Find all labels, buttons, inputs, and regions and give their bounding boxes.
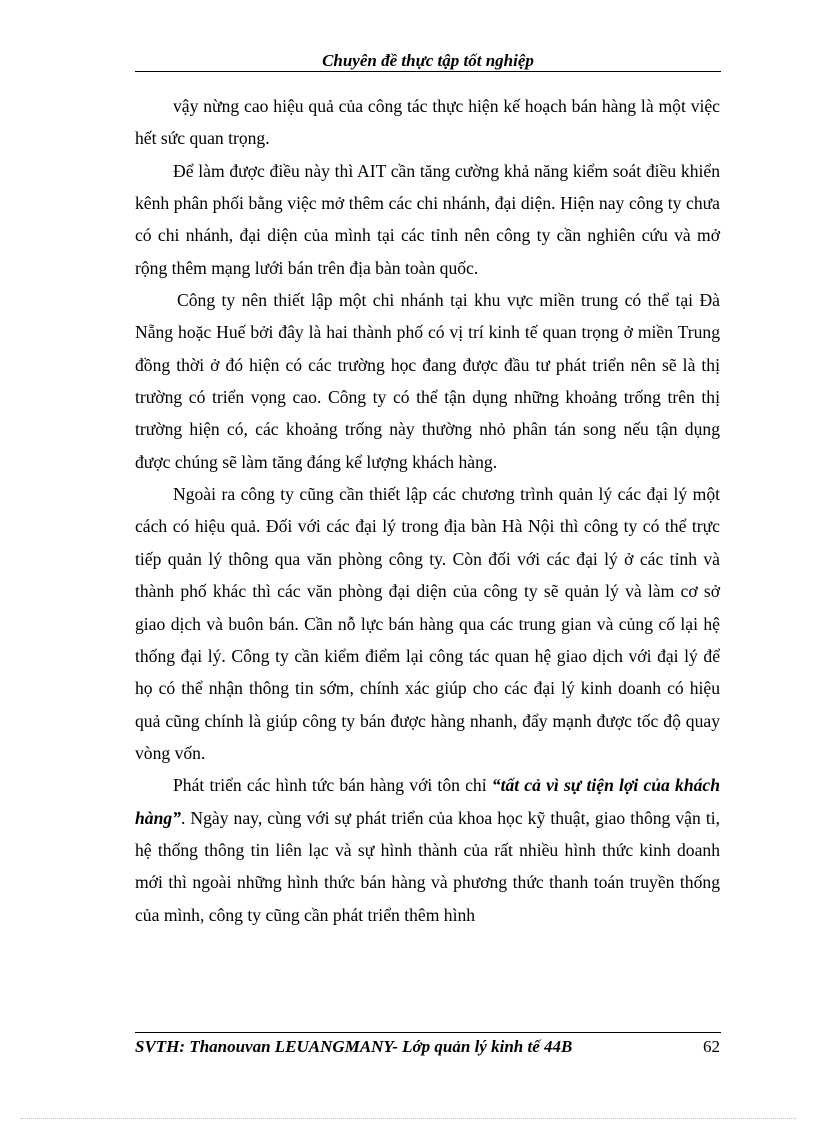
footer-author-line: SVTH: Thanouvan LEUANGMANY- Lớp quản lý kinh tế 44B xyxy=(135,1037,573,1056)
page-header-title: Chuyên đề thực tập tốt nghiệp xyxy=(322,51,534,70)
page-bottom-border xyxy=(20,1118,796,1119)
motto-emphasis: “tất cả vì sự tiện lợi của khách hàng” xyxy=(135,775,720,828)
paragraph-3: Công ty nên thiết lập một chi nhánh tại khu vực miền trung có thể tại Đà Nẵng hoặc Huế bởi đây là hai thành phố có vị trí kinh tế quan trọng ở miền Trung đồng thời ở đó hiện có các trường học đang được đầu tư phát triển nên sẽ là thị trường có triển vọng cao. Công ty có thể tận dụng những khoảng trống trên thị trường hiện có, các khoảng trống này thường nhỏ phân tán song nếu tận dụng được chúng sẽ làm tăng đáng kể lượng khách hàng. xyxy=(135,290,720,472)
footer-divider xyxy=(135,1032,721,1033)
paragraph-5-rest: . Ngày nay, cùng với sự phát triển của khoa học kỹ thuật, giao thông vận ti, hệ thống thông tin liên lạc và sự hình thành của rất nhiều hình thức kinh doanh mới thì ngoài những hình thức bán hàng và phương thức thanh toán truyền thống của mình, công ty cũng cần phát triển thêm hình xyxy=(135,807,720,925)
header-divider xyxy=(135,71,721,72)
page-number: 62 xyxy=(703,1037,720,1056)
paragraph-4: Ngoài ra công ty cũng cần thiết lập các chương trình quản lý các đại lý một cách có hiệu quả. Đối với các đại lý trong địa bàn Hà Nội thì công ty có thể trực tiếp quản lý thông qua văn phòng công ty. Còn đối với các đại lý ở các tỉnh và thành phố khác thì các văn phòng đại diện của công ty sẽ quản lý và làm cơ sở giao dịch và buôn bán. Cần nỗ lực bán hàng qua các trung gian và củng cố lại hệ thống đại lý. Công ty cần kiểm điểm lại công tác quan hệ giao dịch với đại lý để họ có thể nhận thông tin sớm, chính xác giúp cho các đại lý kinh doanh có hiệu quả cũng chính là giúp công ty bán được hàng nhanh, đẩy mạnh được tốc độ quay vòng vốn. xyxy=(135,484,720,763)
paragraph-2: Để làm được điều này thì AIT cần tăng cường khả năng kiểm soát điều khiển kênh phân phối bằng việc mở thêm các chi nhánh, đại diện. Hiện nay công ty chưa có chi nhánh, đại diện của mình tại các tỉnh nên công ty cần nghiên cứu và mở rộng thêm mạng lưới bán trên địa bàn toàn quốc. xyxy=(135,160,720,278)
paragraph-5 xyxy=(135,769,720,931)
paragraph-5-lead: Phát triển các hình tức bán hàng với tôn chỉ xyxy=(173,775,492,796)
document-body xyxy=(135,90,720,931)
paragraph-1: vậy nừng cao hiệu quả của công tác thực hiện kế hoạch bán hàng là một việc hết sức quan trọng. xyxy=(135,96,720,149)
